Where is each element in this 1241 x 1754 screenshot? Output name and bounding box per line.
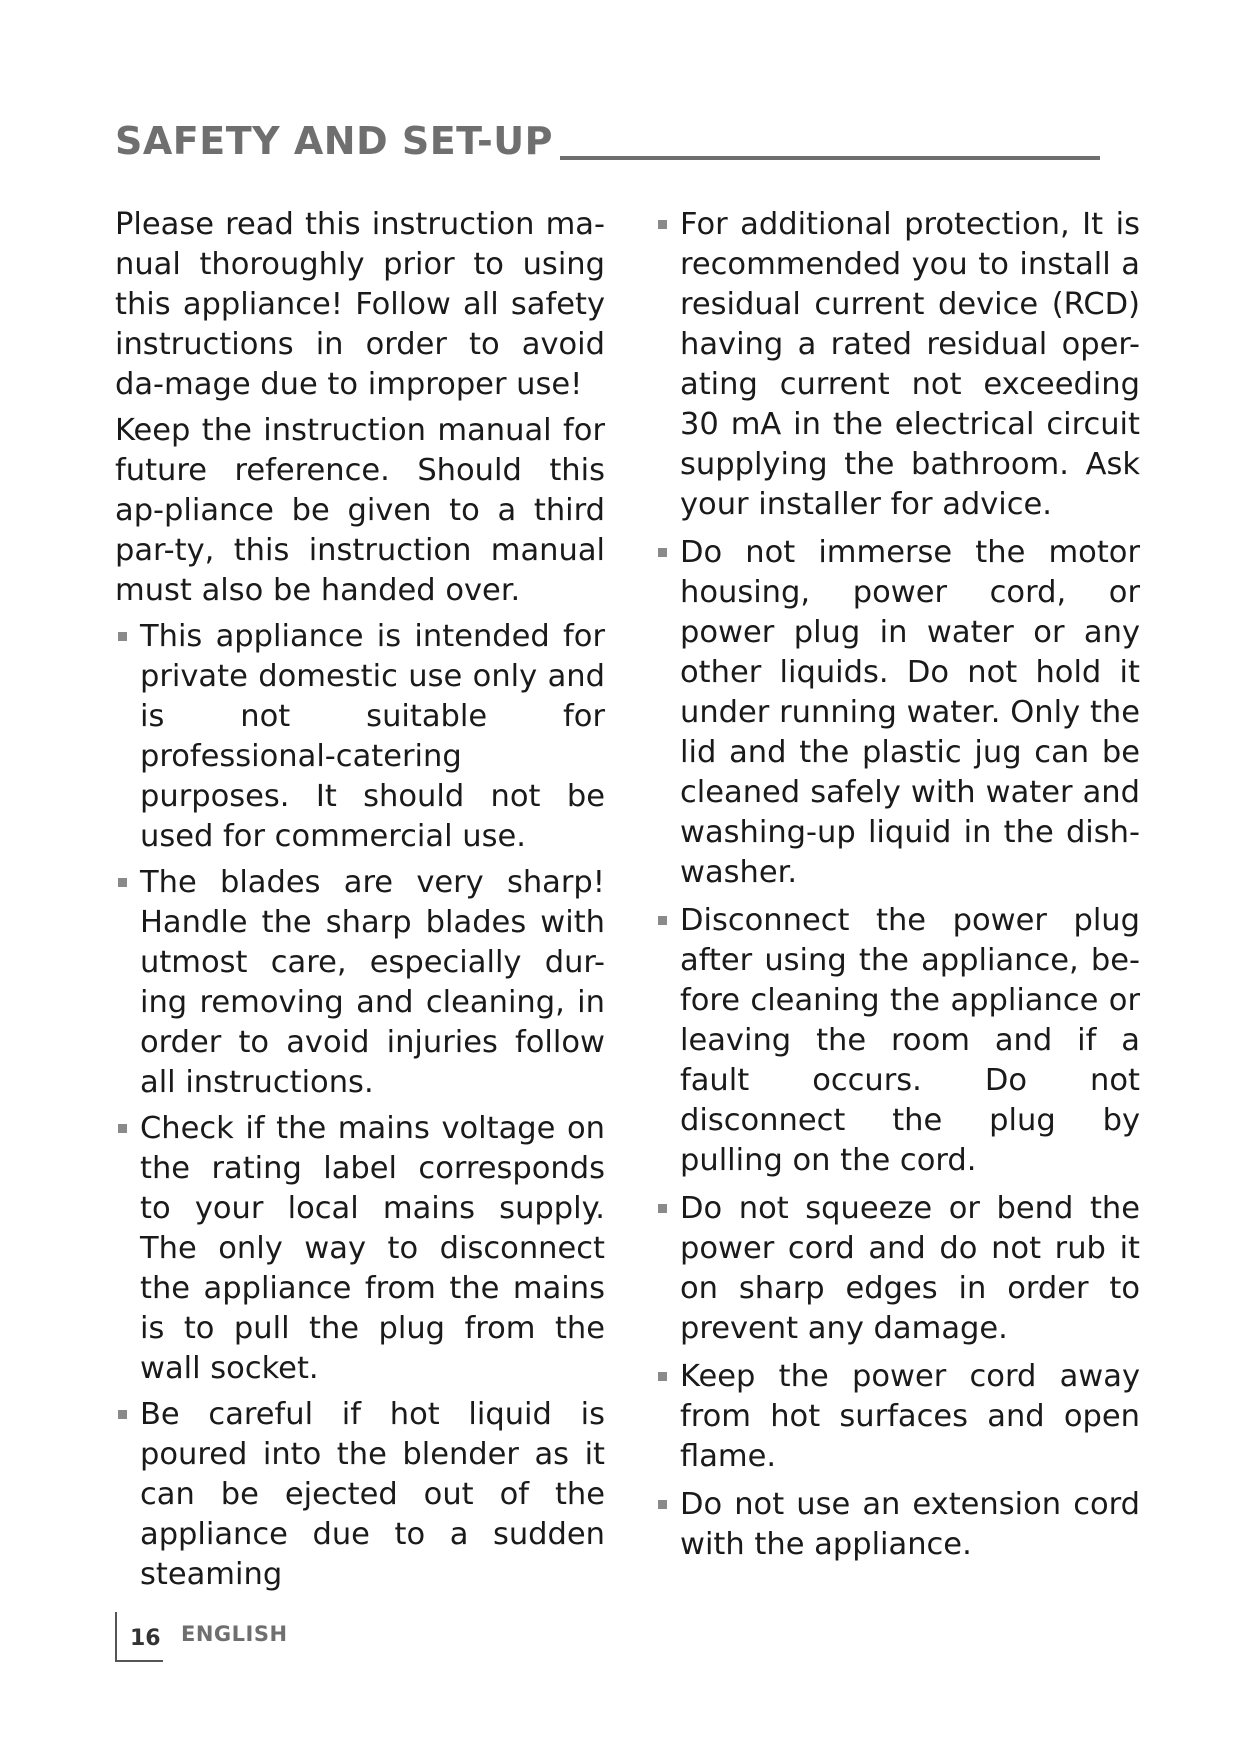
safety-bullet [655, 205, 1140, 525]
right-column [655, 205, 1140, 1573]
language-label: ENGLISH [181, 1622, 288, 1646]
safety-bullet [655, 901, 1140, 1181]
square-bullet-icon [658, 548, 667, 557]
square-bullet-icon [658, 220, 667, 229]
page-footer [115, 1612, 415, 1664]
bullet-text: Do not immerse the motor housing, power cord, or power plug in water or any other liquids. Do not hold it under running water. Only the lid and the plastic jug can be cleaned safely with water and washing-up liquid in the dish-washer. [680, 535, 1140, 890]
square-bullet-icon [658, 1204, 667, 1213]
bullet-text: Be careful if hot liquid is poured into the blender as it can be ejected out of the appliance due to a sudden steaming [140, 1397, 605, 1592]
footer-bracket-horizontal [115, 1660, 163, 1662]
bullet-text: Disconnect the power plug after using the appliance, be-fore cleaning the appliance or leaving the room and if a fault occurs. Do not disconnect the plug by pulling on the cord. [680, 903, 1140, 1178]
square-bullet-icon [118, 1410, 127, 1419]
square-bullet-icon [658, 1372, 667, 1381]
square-bullet-icon [658, 1500, 667, 1509]
bullet-text: For additional protection, It is recommended you to install a residual current device (RCD) having a rated residual oper-ating current not exceeding 30 mA in the electrical circuit supplying the bathroom. Ask your installer for advice. [680, 207, 1140, 522]
page-title: SAFETY AND SET-UP [115, 119, 553, 163]
intro-paragraph: Keep the instruction manual for future reference. Should this ap-pliance be given to a third par-ty, this instruction manual must also be handed over. [115, 413, 605, 608]
square-bullet-icon [118, 878, 127, 887]
bullet-text: This appliance is intended for private domestic use only and is not suitable for professional-catering purposes. It should not be used for commercial use. [140, 619, 605, 854]
square-bullet-icon [118, 1124, 127, 1133]
page-number: 16 [130, 1626, 161, 1651]
safety-bullet [115, 863, 605, 1103]
bullet-text: Do not use an extension cord with the appliance. [680, 1487, 1140, 1562]
footer-bracket-vertical [115, 1612, 117, 1662]
square-bullet-icon [118, 632, 127, 641]
bullet-text: The blades are very sharp! Handle the sharp blades with utmost care, especially dur-ing removing and cleaning, in order to avoid injuries follow all instructions. [140, 865, 605, 1100]
left-column [115, 205, 605, 1601]
safety-bullet [115, 1395, 605, 1595]
safety-bullet [655, 1189, 1140, 1349]
bullet-text: Check if the mains voltage on the rating label corresponds to your local mains supply. The only way to disconnect the appliance from the mains is to pull the plug from the wall socket. [140, 1111, 605, 1386]
safety-bullet [655, 1357, 1140, 1477]
square-bullet-icon [658, 916, 667, 925]
safety-bullet [115, 617, 605, 857]
safety-bullet [655, 533, 1140, 893]
title-rule [560, 156, 1100, 160]
page-header [115, 115, 1100, 167]
safety-bullet [655, 1485, 1140, 1565]
intro-paragraph: Please read this instruction ma-nual thoroughly prior to using this appliance! Follow all safety instructions in order to avoid da-mage due to improper use! [115, 207, 605, 402]
safety-bullet [115, 1109, 605, 1389]
bullet-text: Keep the power cord away from hot surfaces and open flame. [680, 1359, 1140, 1474]
bullet-text: Do not squeeze or bend the power cord and do not rub it on sharp edges in order to prevent any damage. [680, 1191, 1140, 1346]
